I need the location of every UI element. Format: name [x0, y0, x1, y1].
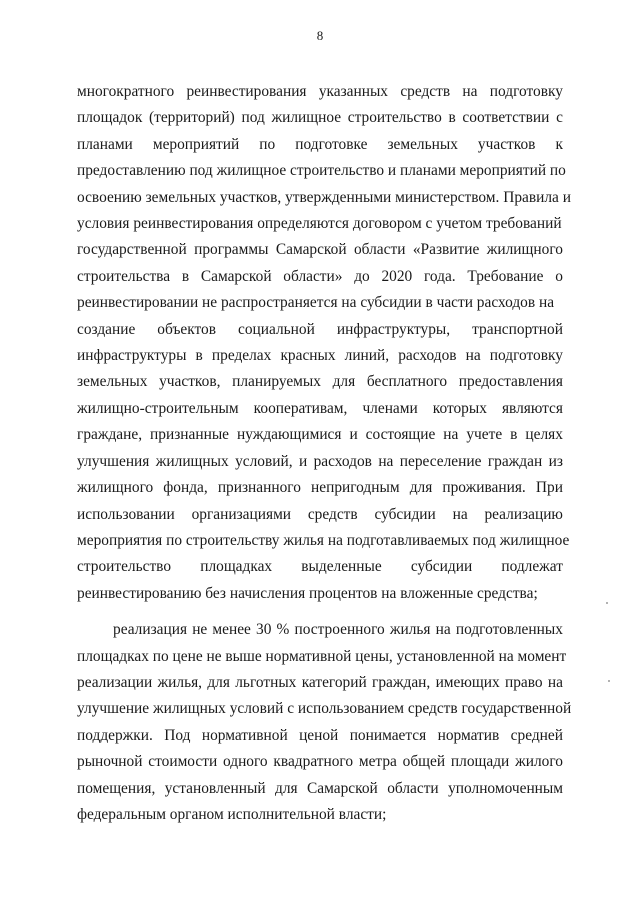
- word: реализации: [77, 673, 153, 691]
- word: выделенные: [301, 558, 382, 576]
- word: расходов: [398, 347, 457, 365]
- word: субсидии: [374, 505, 436, 523]
- word: непригодным: [311, 479, 400, 497]
- word: граждан: [487, 452, 543, 470]
- word: (территорий): [148, 109, 235, 127]
- word: членами: [362, 399, 418, 417]
- word: участков: [477, 135, 536, 153]
- word: линий,: [344, 347, 390, 365]
- scan-speck: [606, 602, 608, 604]
- word: пределах: [211, 347, 272, 365]
- word: планируемых: [232, 373, 321, 391]
- text-line: [77, 132, 563, 158]
- word: жилья: [389, 621, 431, 639]
- word: подготовке: [295, 135, 368, 153]
- word: подготовку: [489, 347, 563, 365]
- text-line: [77, 449, 563, 475]
- word: до: [354, 267, 370, 285]
- text-line: [77, 396, 563, 422]
- word: участков,: [159, 373, 221, 391]
- word: построенного: [294, 621, 385, 639]
- text-line: [77, 422, 563, 448]
- word: жилищного: [486, 241, 563, 259]
- body-text: [77, 79, 572, 828]
- text-line: [77, 749, 563, 775]
- word: ценой: [299, 726, 339, 744]
- word: 2020: [381, 267, 413, 285]
- text-line: [77, 237, 563, 263]
- word: подлежат: [501, 558, 563, 576]
- word: помещения,: [77, 779, 156, 797]
- word: года.: [423, 267, 456, 285]
- word: строительство: [347, 109, 442, 127]
- word: реинвестирования: [186, 83, 307, 100]
- word: для: [207, 673, 230, 691]
- word: %: [276, 621, 290, 639]
- word: использовании: [77, 505, 175, 523]
- text-line: [77, 554, 563, 580]
- word: граждан,: [372, 673, 431, 691]
- word: земельных: [77, 373, 148, 391]
- word: кооперативам,: [253, 399, 348, 417]
- word: в: [181, 267, 190, 285]
- word: установленный: [164, 779, 266, 797]
- text-line: [77, 475, 563, 501]
- word: Под: [164, 726, 191, 744]
- word: рыночной: [77, 753, 143, 771]
- text-line: [77, 723, 563, 749]
- word: красных: [280, 347, 336, 365]
- word: подготовленных: [455, 621, 563, 639]
- word: 30: [256, 621, 272, 639]
- word: расходов: [313, 452, 372, 470]
- word: планами: [77, 135, 133, 153]
- word: под: [241, 109, 265, 127]
- word: указанных: [318, 83, 389, 100]
- word: площади: [450, 753, 510, 771]
- word: из: [548, 452, 563, 470]
- word: Требование: [467, 267, 544, 285]
- word: многократного: [77, 83, 175, 100]
- word: предоставления: [458, 373, 563, 391]
- word: норматив: [437, 726, 500, 744]
- text-line: федеральным органом исполнительной власти;: [77, 805, 387, 823]
- word: Самарской: [200, 267, 272, 285]
- word: жилищное: [271, 109, 342, 127]
- word: с: [556, 109, 563, 127]
- word: льготных: [235, 673, 297, 691]
- word: строительство: [77, 558, 172, 576]
- word: реализация: [113, 621, 188, 639]
- text-line: [77, 670, 563, 696]
- word: области: [353, 241, 406, 259]
- word: и: [349, 426, 358, 444]
- word: нормативной: [201, 726, 288, 744]
- word: субсидии: [410, 558, 473, 576]
- word: уполномоченным: [448, 779, 563, 797]
- word: инфраструктуры,: [336, 320, 451, 338]
- word: для: [332, 373, 356, 391]
- text-line: [77, 343, 563, 369]
- scan-speck: [608, 680, 610, 682]
- text-line: реинвестировании не распространяется на субсидии в части расходов на: [77, 294, 555, 312]
- word: к: [555, 135, 563, 153]
- word: транспортной: [472, 320, 563, 338]
- word: «Развитие: [412, 241, 480, 259]
- word: фонда,: [163, 479, 208, 497]
- word: переселение: [399, 452, 482, 470]
- text-line: [77, 369, 563, 395]
- word: жилищного: [77, 479, 154, 497]
- word: жилого: [515, 753, 563, 771]
- word: которых: [432, 399, 487, 417]
- word: на: [378, 452, 394, 470]
- word: улучшения: [77, 452, 150, 470]
- word: на: [452, 505, 468, 523]
- word: средств: [400, 83, 451, 100]
- word: объектов: [157, 320, 216, 338]
- word: не: [192, 621, 208, 639]
- word: в: [510, 426, 518, 444]
- text-line: [77, 264, 563, 290]
- word: одного: [222, 753, 268, 771]
- paragraph-gap: [77, 607, 563, 617]
- word: признанного: [217, 479, 301, 497]
- word: создание: [77, 320, 136, 338]
- word: для: [275, 779, 298, 797]
- word: проживания.: [442, 479, 526, 497]
- text-line: мероприятия по строительству жилья на подготавливаемых под жилищное: [77, 531, 570, 549]
- word: на: [462, 83, 478, 100]
- word: на: [435, 621, 451, 639]
- word: подготовку: [489, 83, 563, 100]
- word: жилищных: [155, 452, 229, 470]
- word: состоящие: [365, 426, 436, 444]
- word: общей: [402, 753, 446, 771]
- word: организациями: [191, 505, 292, 523]
- word: для: [409, 479, 433, 497]
- word: При: [535, 479, 563, 497]
- word: средней: [510, 726, 563, 744]
- word: признанные: [150, 426, 229, 444]
- word: жилья,: [157, 673, 203, 691]
- word: менее: [212, 621, 251, 639]
- word: инфраструктуры: [77, 347, 187, 365]
- word: условий,: [235, 452, 293, 470]
- word: соответствии: [462, 109, 550, 127]
- word: граждане,: [77, 426, 143, 444]
- word: на: [465, 347, 481, 365]
- word: области: [387, 779, 439, 797]
- word: средств: [307, 505, 358, 523]
- word: поддержки.: [77, 726, 153, 744]
- text-line: улучшение жилищных условий с использованием средств государственной: [77, 700, 572, 718]
- text-line: [77, 317, 563, 343]
- word: строительства: [77, 267, 171, 285]
- word: по: [259, 135, 276, 153]
- word: жилищно-строительным: [77, 399, 239, 417]
- word: и: [298, 452, 308, 470]
- text-line: освоению земельных участков, утвержденными министерством. Правила и: [77, 188, 571, 206]
- word: категорий: [301, 673, 367, 691]
- word: являются: [501, 399, 563, 417]
- word: о: [555, 267, 563, 285]
- word: бесплатного: [366, 373, 448, 391]
- word: целях: [525, 426, 563, 444]
- word: право: [504, 673, 543, 691]
- word: Самарской: [275, 241, 347, 259]
- word: метра: [358, 753, 397, 771]
- word: мероприятий: [152, 135, 240, 153]
- word: в: [448, 109, 456, 127]
- word: на: [547, 673, 563, 691]
- text-line: [77, 502, 563, 528]
- word: программы: [194, 241, 269, 259]
- word: Самарской: [307, 779, 378, 797]
- word: в: [195, 347, 203, 365]
- text-line: площадках по цене не выше нормативной цены, установленной на момент: [77, 647, 567, 665]
- word: учете: [466, 426, 503, 444]
- word: реализацию: [484, 505, 563, 523]
- text-line: условия реинвестирования определяются договором с учетом требований: [77, 215, 562, 233]
- text-line: [77, 105, 563, 131]
- text-line: [77, 617, 563, 643]
- word: понимается: [349, 726, 427, 744]
- word: нуждающимися: [236, 426, 342, 444]
- word: социальной: [238, 320, 315, 338]
- text-line: предоставлению под жилищное строительство и планами мероприятий по: [77, 162, 566, 180]
- text-line: реинвестированию без начисления процентов на вложенные средства;: [77, 584, 538, 602]
- word: на: [443, 426, 459, 444]
- page-number: 8: [316, 28, 324, 43]
- word: имеющих: [435, 673, 500, 691]
- word: стоимости: [148, 753, 218, 771]
- word: площадках: [200, 558, 273, 576]
- word: земельных: [387, 135, 458, 153]
- text-line: [77, 79, 563, 105]
- word: государственной: [77, 241, 187, 259]
- word: площадок: [77, 109, 143, 127]
- word: области»: [283, 267, 343, 285]
- word: квадратного: [273, 753, 354, 771]
- text-line: [77, 776, 563, 802]
